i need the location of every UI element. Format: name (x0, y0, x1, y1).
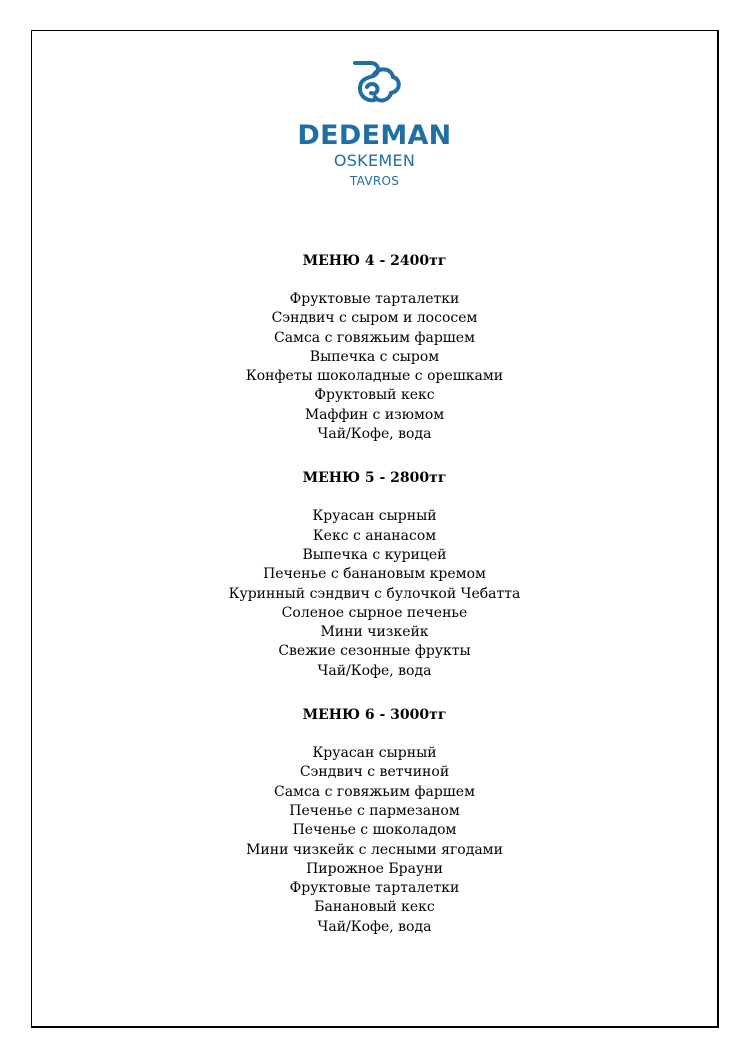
menu-item: Самса с говяжьим фаршем (274, 329, 475, 346)
menu-item: Чай/Кофе, вода (317, 662, 432, 679)
menu-item: Куринный сэндвич с булочкой Чебатта (228, 585, 521, 602)
menu-item: Пирожное Брауни (306, 860, 443, 877)
brand-sub: TAVROS (349, 174, 400, 188)
menu-item: Чай/Кофе, вода (317, 918, 432, 935)
menu-section-6 (32, 706, 717, 937)
menu-item: Выпечка с сыром (309, 348, 440, 365)
menu-item: Круасан сырный (312, 745, 437, 762)
menu-section-5 (32, 469, 717, 681)
menu-item: Сэндвич с сыром и лососем (271, 310, 478, 327)
menu-title: МЕНЮ 5 - 2800тг (302, 470, 447, 487)
document-page (31, 30, 719, 1028)
menu-item: Чай/Кофе, вода (317, 426, 432, 443)
menu-item: Конфеты шоколадные с орешками (245, 368, 504, 385)
brand-logo (32, 57, 717, 189)
menu-item: Соленое сырное печенье (281, 604, 468, 621)
menu-item: Фруктовые тарталетки (289, 880, 460, 897)
menu-item: Свежие сезонные фрукты (278, 643, 471, 660)
menu-item: Сэндвич с ветчиной (299, 764, 450, 781)
menu-item: Фруктовые тарталетки (289, 291, 460, 307)
menu-item: Маффин с изюмом (304, 406, 445, 423)
menu-title: МЕНЮ 4 - 2400тг (302, 253, 447, 269)
menu-item: Печенье с банановым кремом (263, 566, 486, 583)
menu-item: Мини чизкейк с лесными ягодами (246, 841, 503, 858)
menu-section-4 (32, 252, 717, 444)
menu-item: Кекс с ананасом (312, 527, 437, 544)
dedeman-logo-icon (347, 57, 403, 113)
brand-name: DEDEMAN (297, 120, 452, 151)
menu-item: Фруктовый кекс (314, 387, 435, 404)
menu-title: МЕНЮ 6 - 3000тг (302, 707, 447, 724)
menu-item: Круасан сырный (312, 508, 437, 525)
menu-item: Мини чизкейк (320, 624, 429, 641)
brand-city: OSKEMEN (333, 151, 416, 170)
menu-item: Печенье с шоколадом (292, 822, 457, 839)
menu-item: Самса с говяжьим фаршем (274, 783, 475, 800)
menu-item: Банановый кекс (314, 899, 435, 916)
menu-list (32, 252, 717, 962)
menu-item: Печенье с пармезаном (289, 802, 460, 819)
menu-item: Выпечка с курицей (302, 546, 447, 563)
